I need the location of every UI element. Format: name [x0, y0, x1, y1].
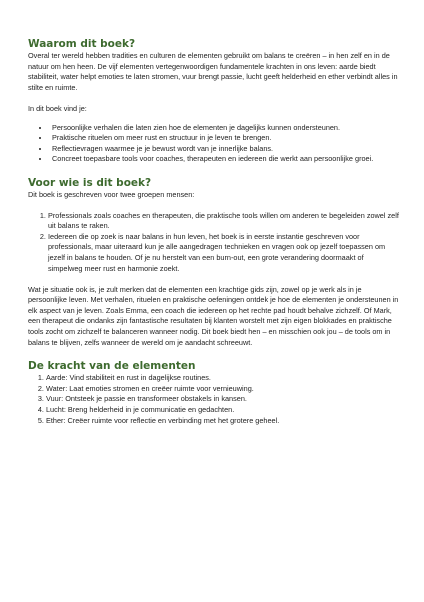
list-item: 1. Aarde: Vind stabiliteit en rust in dagelijkse routines.: [46, 373, 400, 384]
list-intro: In dit boek vind je:: [28, 103, 87, 113]
list-item: 4. Lucht: Breng helderheid in je communicatie en gedachten.: [46, 405, 400, 416]
list-item: 2. Iedereen die op zoek is naar balans in hun leven, het boek is in eerste instantie geschreven voor professionals, maar uiteraard kun je alle aangedragen technieken en vragen ook op jezelf toepassen om jezelf in balans te houden. Of je nu herstelt van een burn-out, een grote verandering doormaakt of simpelweg meer rust en harmonie zoekt.: [48, 232, 400, 274]
section-intro-paragraph: Overal ter wereld hebben tradities en culturen de elementen gebruikt om balans te creëren – in hen zelf en in de natuur om hen heen. De vijf elementen vertegenwoordigen fundamentele krachten in ons leven: aarde biedt stabiliteit, water helpt emoties te laten stromen, vuur brengt passie, lucht geeft helderheid en ether verbindt alles in stilte en ruimte.: [28, 51, 398, 92]
list-item: • Reflectievragen waarmee je je bewust wordt van je innerlijke balans.: [50, 144, 400, 155]
list-item: • Persoonlijke verhalen die laten zien hoe de elementen je dagelijks kunnen ondersteunen.: [50, 123, 400, 134]
list-item: • Concreet toepasbare tools voor coaches, therapeuten en iedereen die werkt aan persoonlijke groei.: [50, 154, 400, 165]
list-item: 3. Vuur: Ontsteek je passie en transformeer obstakels in kansen.: [46, 394, 400, 405]
audience-list: [28, 211, 400, 275]
section-heading-why: Waarom dit boek?: [28, 38, 136, 50]
audience-intro: Dit boek is geschreven voor twee groepen mensen:: [28, 189, 195, 199]
section-heading-audience: Voor wie is dit boek?: [28, 176, 152, 189]
list-item: 5. Ether: Creëer ruimte voor reflectie en verbinding met het grotere geheel.: [46, 416, 400, 427]
elements-list: [28, 373, 400, 426]
page-content: [28, 37, 400, 426]
bullet-list: [28, 123, 400, 165]
list-item: • Praktische rituelen om meer rust en structuur in je leven te brengen.: [50, 133, 400, 144]
audience-body-paragraph: Wat je situatie ook is, je zult merken dat de elementen een krachtige gids zijn, zowel op je werk als in je persoonlijke leven. Met verhalen, rituelen en praktische oefeningen ontdek je hoe de elementen je ondersteunen in elk aspect van je leven. Zoals Emma, een coach die iedereen op het rechte pad houdt behalve zichzelf. Of Mark, een therapeut die ondanks zijn fantastische resultaten bij klanten worstelt met zijn eigen blokkades en praktische tools zocht om zichzelf te balanceren wanneer nodig. Dit boek biedt hen – en misschien ook jou – de tools om in balans te blijven, zelfs wanneer de wereld om je aandacht schreeuwt.: [28, 284, 399, 347]
section-heading-elements: De kracht van de elementen: [28, 360, 196, 373]
list-item: 2. Water: Laat emoties stromen en creëer ruimte voor vernieuwing.: [46, 384, 400, 395]
list-item: 1. Professionals zoals coaches en therapeuten, die praktische tools willen om anderen te begeleiden zowel zelf uit balans te raken.: [48, 211, 400, 232]
